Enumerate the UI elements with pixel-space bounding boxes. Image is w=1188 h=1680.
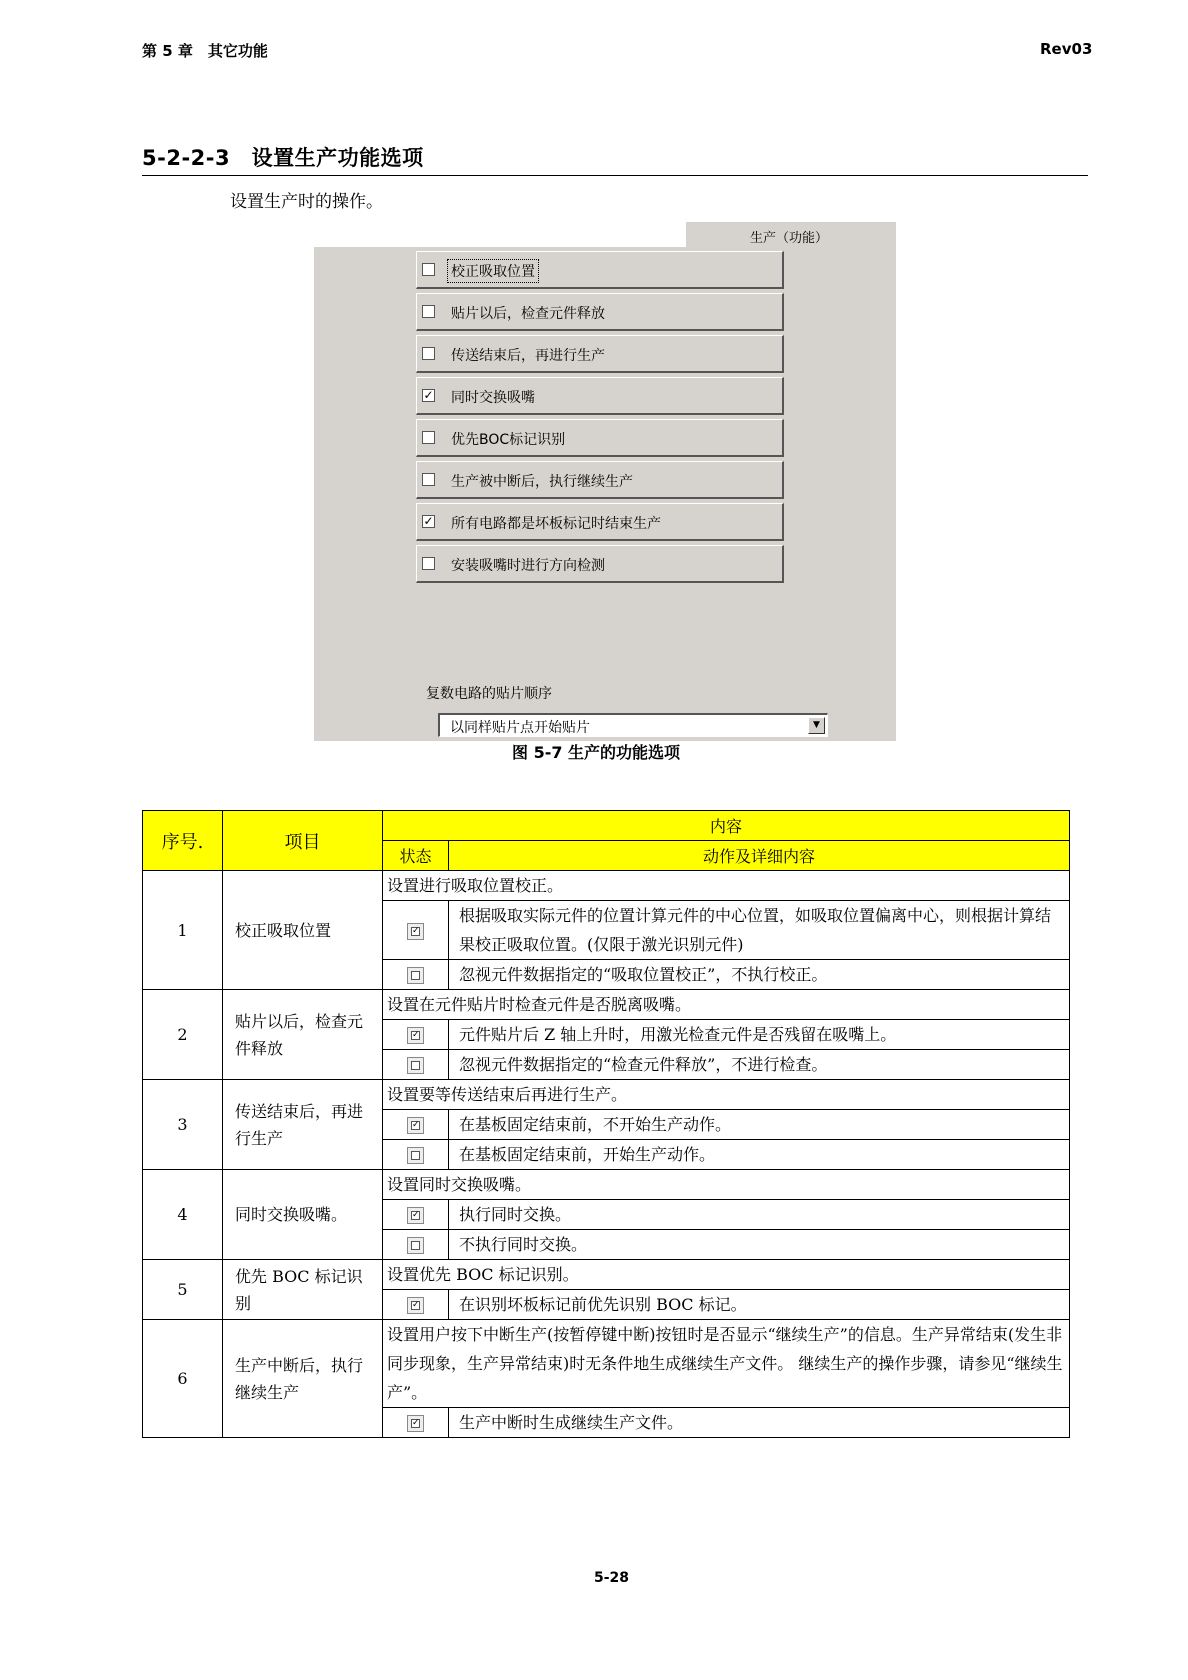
option-label: 安装吸嘴时进行方向检测	[451, 558, 605, 574]
option-label: 所有电路都是坏板标记时结束生产	[451, 516, 661, 532]
section-title: 5-2-2-3 设置生产功能选项	[142, 146, 424, 170]
option-label: 生产被中断后，执行继续生产	[451, 474, 633, 490]
table-row	[143, 1170, 1070, 1200]
row-description: 设置优先 BOC 标记识别。	[383, 1260, 1070, 1290]
row-description: 设置在元件贴片时检查元件是否脱离吸嘴。	[383, 990, 1070, 1020]
status-cell	[383, 1140, 449, 1170]
unchecked-box-icon[interactable]	[422, 473, 435, 486]
unchecked-box-icon[interactable]	[422, 557, 435, 570]
status-cell	[383, 901, 449, 960]
option-label: 同时交换吸嘴	[451, 390, 535, 406]
detail-checked: 在识别坏板标记前优先识别 BOC 标记。	[449, 1290, 1070, 1320]
row-item: 校正吸取位置	[223, 871, 383, 990]
checked-box-icon: ✓	[407, 1027, 424, 1044]
page-number: 5-28	[594, 1570, 630, 1586]
sequence-label: 复数电路的贴片顺序	[426, 686, 552, 702]
checked-box-icon: ✓	[407, 1117, 424, 1134]
unchecked-box-icon	[407, 1057, 424, 1074]
row-number: 2	[143, 990, 223, 1080]
row-number: 3	[143, 1080, 223, 1170]
detail-unchecked: 忽视元件数据指定的“吸取位置校正”，不执行校正。	[449, 960, 1070, 990]
row-item: 生产中断后，执行继续生产	[223, 1320, 383, 1438]
status-cell	[383, 1200, 449, 1230]
table-row	[143, 871, 1070, 901]
table-row	[143, 1320, 1070, 1408]
option-row[interactable]	[416, 251, 784, 289]
chevron-down-icon[interactable]: ▼	[808, 717, 825, 734]
option-row[interactable]	[416, 461, 784, 499]
option-row[interactable]	[416, 545, 784, 583]
option-row[interactable]	[416, 419, 784, 457]
status-cell	[383, 1230, 449, 1260]
table-row	[143, 1260, 1070, 1290]
checked-box-icon: ✓	[407, 1415, 424, 1432]
option-row[interactable]	[416, 335, 784, 373]
detail-checked: 生产中断时生成继续生产文件。	[449, 1408, 1070, 1438]
detail-unchecked: 忽视元件数据指定的“检查元件释放”，不进行检查。	[449, 1050, 1070, 1080]
row-description: 设置用户按下中断生产(按暂停键中断)按钮时是否显示“继续生产”的信息。生产异常结束(发生非同步现象，生产异常结束)时无条件地生成继续生产文件。 继续生产的操作步骤，请参见“继续生产”。	[383, 1320, 1070, 1408]
option-row[interactable]	[416, 377, 784, 415]
checked-box-icon: ✓	[407, 1207, 424, 1224]
row-number: 5	[143, 1260, 223, 1320]
header-item: 项目	[223, 811, 383, 871]
section-divider	[142, 175, 1088, 176]
unchecked-box-icon	[407, 1147, 424, 1164]
unchecked-box-icon[interactable]	[422, 263, 435, 276]
row-description: 设置同时交换吸嘴。	[383, 1170, 1070, 1200]
unchecked-box-icon[interactable]	[422, 431, 435, 444]
row-item: 贴片以后，检查元件释放	[223, 990, 383, 1080]
row-number: 1	[143, 871, 223, 990]
production-options-panel	[314, 247, 896, 741]
row-number: 6	[143, 1320, 223, 1438]
row-item: 同时交换吸嘴。	[223, 1170, 383, 1260]
detail-checked: 根据吸取实际元件的位置计算元件的中心位置，如吸取位置偏离中心，则根据计算结果校正吸取位置。(仅限于激光识别元件)	[449, 901, 1070, 960]
checked-box-icon[interactable]: ✓	[423, 514, 434, 528]
sequence-select[interactable]	[438, 713, 828, 737]
option-label: 贴片以后，检查元件释放	[451, 306, 605, 322]
header-content: 内容	[383, 811, 1070, 841]
status-cell	[383, 1290, 449, 1320]
option-label: 优先BOC标记识别	[451, 432, 566, 448]
section-description: 设置生产时的操作。	[230, 192, 383, 212]
figure-caption: 图 5-7 生产的功能选项	[512, 743, 681, 762]
option-label: 校正吸取位置	[449, 261, 537, 281]
row-number: 4	[143, 1170, 223, 1260]
status-cell	[383, 1408, 449, 1438]
detail-unchecked: 不执行同时交换。	[449, 1230, 1070, 1260]
unchecked-box-icon[interactable]	[422, 305, 435, 318]
checked-box-icon: ✓	[407, 1297, 424, 1314]
unchecked-box-icon[interactable]	[422, 347, 435, 360]
unchecked-box-icon	[407, 1237, 424, 1254]
header-detail: 动作及详细内容	[449, 841, 1070, 871]
detail-checked: 执行同时交换。	[449, 1200, 1070, 1230]
row-item: 传送结束后，再进行生产	[223, 1080, 383, 1170]
detail-unchecked: 在基板固定结束前，开始生产动作。	[449, 1140, 1070, 1170]
detail-checked: 元件贴片后 Z 轴上升时，用激光检查元件是否残留在吸嘴上。	[449, 1020, 1070, 1050]
status-cell	[383, 960, 449, 990]
chapter-header: 第 5 章 其它功能	[142, 42, 268, 60]
status-cell	[383, 1050, 449, 1080]
sequence-select-value: 以同样贴片点开始贴片	[450, 720, 590, 736]
detail-checked: 在基板固定结束前，不开始生产动作。	[449, 1110, 1070, 1140]
header-status: 状态	[383, 841, 449, 871]
checked-box-icon: ✓	[407, 923, 424, 940]
table-row	[143, 1080, 1070, 1110]
unchecked-box-icon	[407, 967, 424, 984]
option-label: 传送结束后，再进行生产	[451, 348, 605, 364]
option-row[interactable]	[416, 503, 784, 541]
revision-label: Rev03	[1040, 40, 1093, 58]
row-description: 设置进行吸取位置校正。	[383, 871, 1070, 901]
table-row	[143, 990, 1070, 1020]
options-table	[142, 810, 1070, 1438]
tab-production-function[interactable]: 生产（功能）	[686, 222, 896, 248]
row-item: 优先 BOC 标记识别	[223, 1260, 383, 1320]
status-cell	[383, 1020, 449, 1050]
row-description: 设置要等传送结束后再进行生产。	[383, 1080, 1070, 1110]
status-cell	[383, 1110, 449, 1140]
header-no: 序号.	[143, 811, 223, 871]
option-row[interactable]	[416, 293, 784, 331]
checked-box-icon[interactable]: ✓	[423, 388, 434, 402]
